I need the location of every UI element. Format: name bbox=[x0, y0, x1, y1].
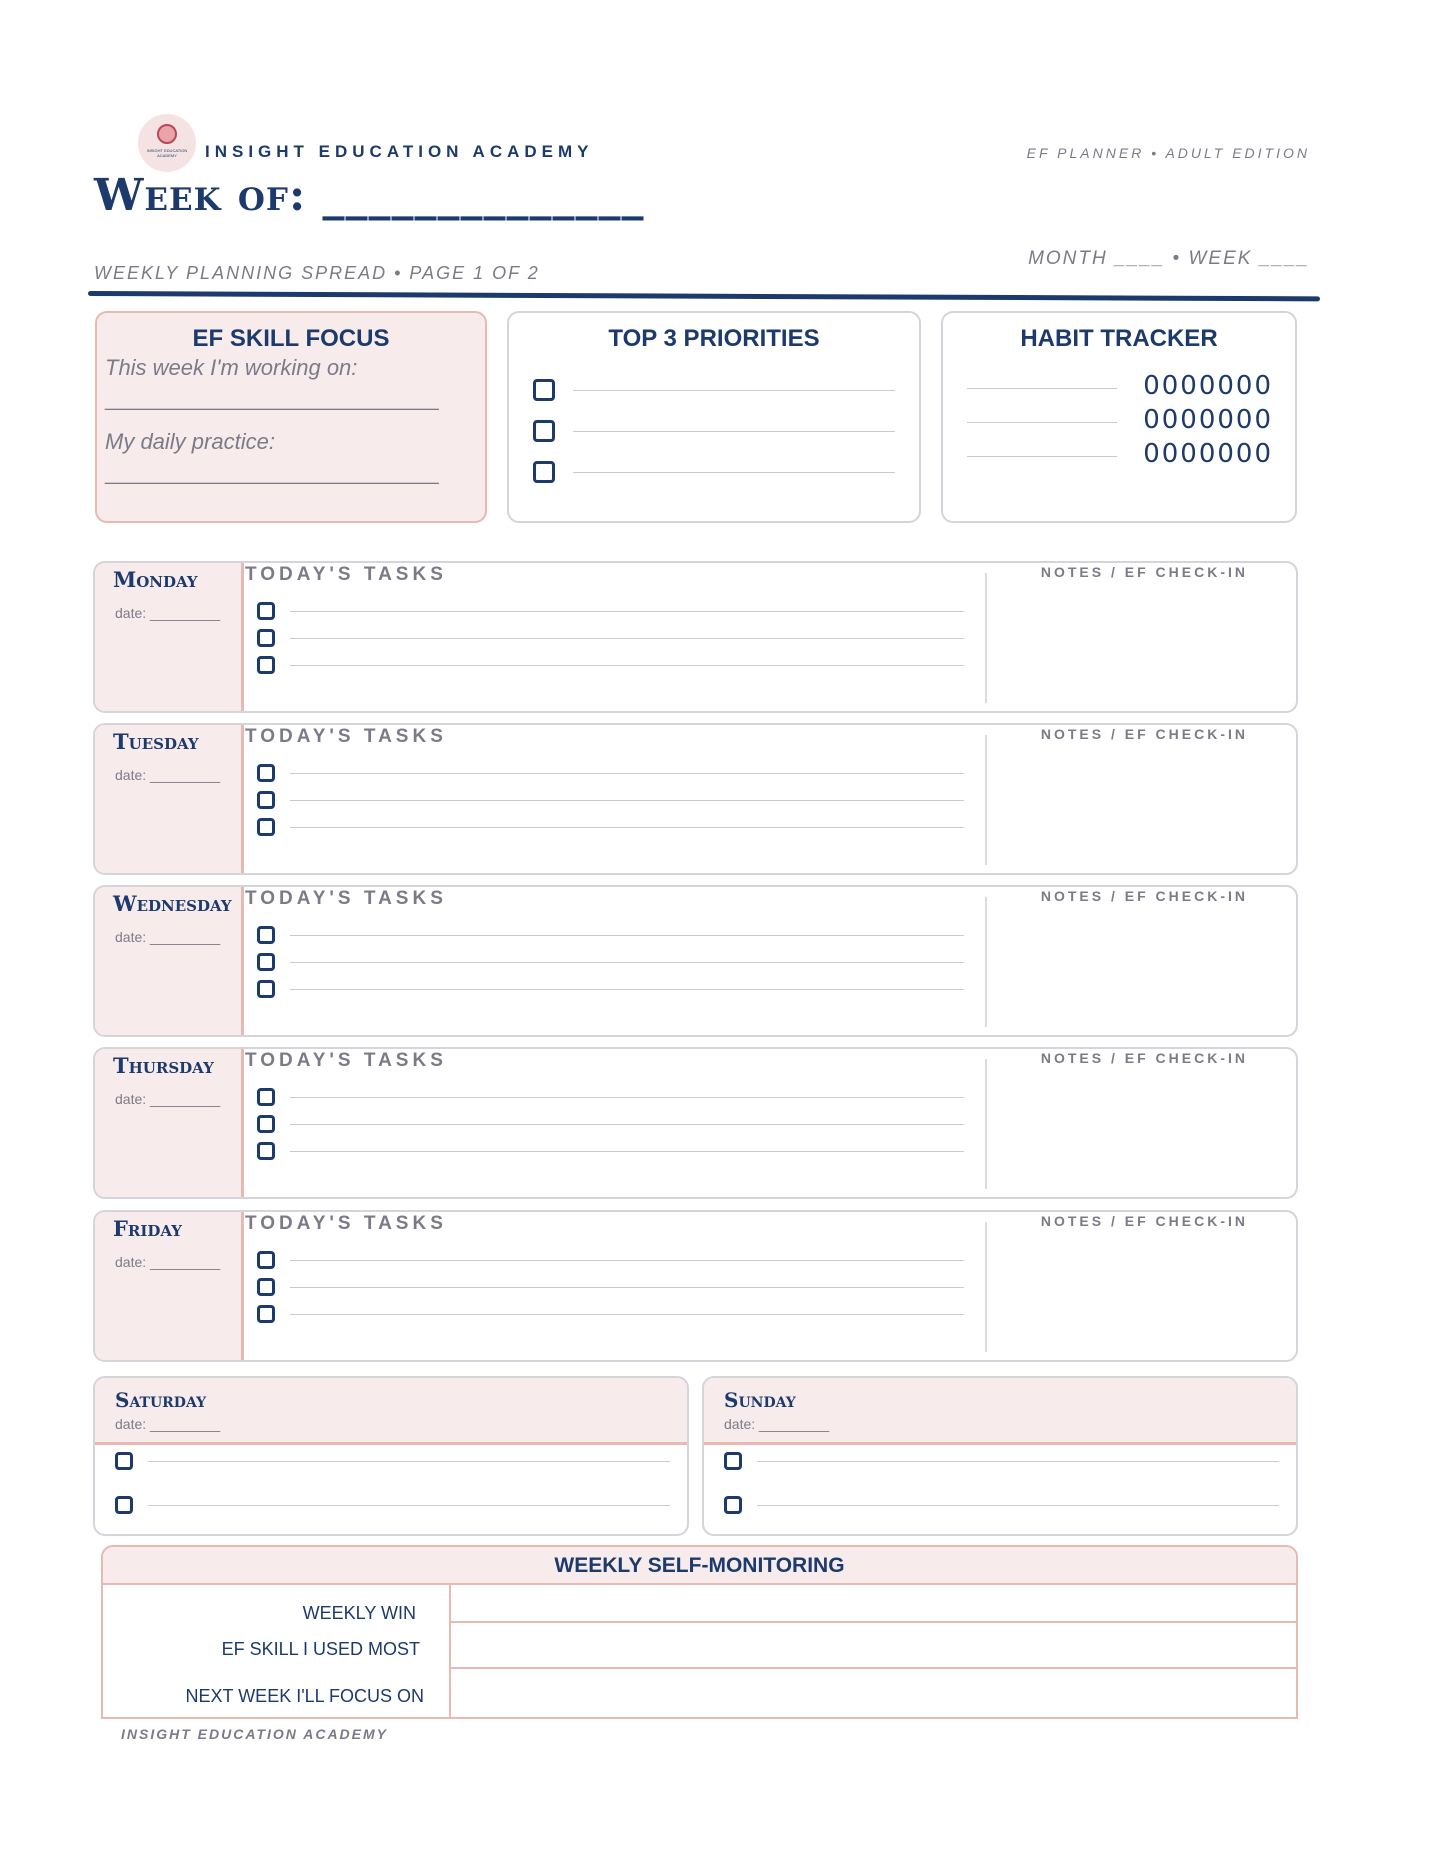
academy-logo bbox=[138, 114, 196, 172]
habit-tracker-title: HABIT TRACKER bbox=[1020, 325, 1218, 352]
tasks-label: TODAY'S TASKS bbox=[245, 1050, 447, 1071]
saturday-box bbox=[93, 1376, 689, 1536]
notes-label: NOTES / EF CHECK-IN bbox=[1040, 1213, 1248, 1229]
task-checkbox[interactable] bbox=[257, 980, 275, 998]
next-week-focus-label: NEXT WEEK I'LL FOCUS ON bbox=[185, 1686, 424, 1706]
logo-text: INSIGHT EDUCATION ACADEMY bbox=[146, 148, 188, 158]
day-row-friday bbox=[93, 1210, 1298, 1362]
priority-line[interactable] bbox=[573, 472, 895, 473]
task-checkbox[interactable] bbox=[257, 1305, 275, 1323]
sunday-box bbox=[702, 1376, 1298, 1536]
day-name: Monday bbox=[113, 567, 198, 592]
notes-divider bbox=[985, 735, 987, 865]
self-monitoring-header bbox=[103, 1547, 1296, 1585]
task-checkbox[interactable] bbox=[115, 1452, 133, 1470]
task-line[interactable] bbox=[290, 1097, 964, 1098]
task-checkbox[interactable] bbox=[257, 656, 275, 674]
task-checkbox[interactable] bbox=[257, 1115, 275, 1133]
ef-skill-used-label: EF SKILL I USED MOST bbox=[221, 1639, 420, 1659]
task-line[interactable] bbox=[290, 827, 964, 828]
task-line[interactable] bbox=[290, 1151, 964, 1152]
day-sidebar bbox=[95, 1212, 244, 1360]
habit-circles[interactable]: 0000000 bbox=[1143, 405, 1273, 435]
edition-label: EF PLANNER • ADULT EDITION bbox=[1026, 145, 1310, 161]
weekend-header bbox=[95, 1378, 687, 1445]
task-checkbox[interactable] bbox=[724, 1452, 742, 1470]
day-date-field[interactable]: date: _________ bbox=[724, 1416, 830, 1432]
notes-label: NOTES / EF CHECK-IN bbox=[1040, 888, 1248, 904]
page-title: Week of: ______________ bbox=[94, 170, 645, 221]
task-line[interactable] bbox=[290, 1287, 964, 1288]
day-date-field[interactable]: date: _________ bbox=[115, 1416, 221, 1432]
task-checkbox[interactable] bbox=[257, 1142, 275, 1160]
tasks-label: TODAY'S TASKS bbox=[245, 726, 447, 747]
ef-skill-focus-box bbox=[95, 311, 487, 523]
day-date-field[interactable]: date: _________ bbox=[115, 1254, 221, 1270]
notes-divider bbox=[985, 1222, 987, 1352]
day-name: Friday bbox=[113, 1216, 182, 1241]
task-line[interactable] bbox=[290, 773, 964, 774]
notes-label: NOTES / EF CHECK-IN bbox=[1040, 726, 1248, 742]
row-divider bbox=[449, 1621, 1296, 1623]
day-date-field[interactable]: date: _________ bbox=[115, 605, 221, 621]
task-line[interactable] bbox=[757, 1505, 1279, 1506]
task-checkbox[interactable] bbox=[257, 1251, 275, 1269]
priority-checkbox[interactable] bbox=[533, 379, 555, 401]
day-sidebar bbox=[95, 887, 244, 1035]
notes-label: NOTES / EF CHECK-IN bbox=[1040, 1050, 1248, 1066]
academy-name: INSIGHT EDUCATION ACADEMY bbox=[205, 142, 594, 161]
month-week-field: MONTH ____ • WEEK ____ bbox=[1028, 248, 1310, 269]
task-checkbox[interactable] bbox=[257, 1278, 275, 1296]
header-divider bbox=[88, 291, 1320, 301]
task-line[interactable] bbox=[757, 1461, 1279, 1462]
habit-name-line[interactable] bbox=[967, 456, 1117, 457]
day-name: Wednesday bbox=[113, 891, 232, 916]
task-checkbox[interactable] bbox=[724, 1496, 742, 1514]
day-name: Tuesday bbox=[113, 729, 199, 754]
priority-line[interactable] bbox=[573, 390, 895, 391]
top-priorities-box bbox=[507, 311, 921, 523]
task-line[interactable] bbox=[290, 935, 964, 936]
task-line[interactable] bbox=[290, 1314, 964, 1315]
working-on-blank[interactable]: ______________________________ bbox=[105, 389, 439, 411]
day-name: Saturday bbox=[115, 1388, 207, 1412]
habit-circles[interactable]: 0000000 bbox=[1143, 371, 1273, 401]
priority-line[interactable] bbox=[573, 431, 895, 432]
task-line[interactable] bbox=[148, 1461, 670, 1462]
task-checkbox[interactable] bbox=[257, 791, 275, 809]
day-sidebar bbox=[95, 725, 244, 873]
weekly-win-label: WEEKLY WIN bbox=[302, 1603, 416, 1623]
daily-practice-blank[interactable]: ______________________________ bbox=[105, 463, 439, 485]
task-checkbox[interactable] bbox=[257, 602, 275, 620]
day-date-field[interactable]: date: _________ bbox=[115, 929, 221, 945]
task-checkbox[interactable] bbox=[115, 1496, 133, 1514]
priority-checkbox[interactable] bbox=[533, 461, 555, 483]
day-name: Thursday bbox=[113, 1053, 214, 1078]
habit-circles[interactable]: 0000000 bbox=[1143, 439, 1273, 469]
task-line[interactable] bbox=[290, 611, 964, 612]
working-on-label: This week I'm working on: bbox=[105, 355, 358, 380]
day-date-field[interactable]: date: _________ bbox=[115, 1091, 221, 1107]
self-monitoring-title: WEEKLY SELF-MONITORING bbox=[554, 1554, 845, 1577]
footer-academy: INSIGHT EDUCATION ACADEMY bbox=[121, 1726, 388, 1742]
priority-checkbox[interactable] bbox=[533, 420, 555, 442]
notes-divider bbox=[985, 573, 987, 703]
habit-name-line[interactable] bbox=[967, 388, 1117, 389]
task-line[interactable] bbox=[148, 1505, 670, 1506]
task-checkbox[interactable] bbox=[257, 629, 275, 647]
task-checkbox[interactable] bbox=[257, 1088, 275, 1106]
day-sidebar bbox=[95, 563, 244, 711]
day-name: Sunday bbox=[724, 1388, 796, 1412]
tasks-label: TODAY'S TASKS bbox=[245, 888, 447, 909]
habit-tracker-box bbox=[941, 311, 1297, 523]
notes-divider bbox=[985, 1059, 987, 1189]
task-checkbox[interactable] bbox=[257, 764, 275, 782]
tasks-label: TODAY'S TASKS bbox=[245, 1213, 447, 1234]
task-line[interactable] bbox=[290, 1260, 964, 1261]
task-line[interactable] bbox=[290, 989, 964, 990]
tasks-label: TODAY'S TASKS bbox=[245, 564, 447, 585]
task-line[interactable] bbox=[290, 638, 964, 639]
self-monitoring-box bbox=[101, 1545, 1298, 1719]
habit-name-line[interactable] bbox=[967, 422, 1117, 423]
spread-subtitle: WEEKLY PLANNING SPREAD • PAGE 1 OF 2 bbox=[94, 263, 540, 283]
task-line[interactable] bbox=[290, 800, 964, 801]
weekend-header bbox=[704, 1378, 1296, 1445]
task-line[interactable] bbox=[290, 962, 964, 963]
day-date-field[interactable]: date: _________ bbox=[115, 767, 221, 783]
day-row-tuesday bbox=[93, 723, 1298, 875]
task-checkbox[interactable] bbox=[257, 953, 275, 971]
day-row-monday bbox=[93, 561, 1298, 713]
task-checkbox[interactable] bbox=[257, 926, 275, 944]
daily-practice-label: My daily practice: bbox=[105, 429, 275, 454]
day-row-thursday bbox=[93, 1047, 1298, 1199]
notes-divider bbox=[985, 897, 987, 1027]
row-divider bbox=[449, 1667, 1296, 1669]
priorities-title: TOP 3 PRIORITIES bbox=[608, 325, 820, 352]
tree-icon bbox=[157, 124, 177, 144]
self-monitoring-column-divider bbox=[449, 1583, 451, 1717]
ef-skill-title: EF SKILL FOCUS bbox=[192, 325, 390, 352]
notes-label: NOTES / EF CHECK-IN bbox=[1040, 564, 1248, 580]
day-row-wednesday bbox=[93, 885, 1298, 1037]
task-checkbox[interactable] bbox=[257, 818, 275, 836]
task-line[interactable] bbox=[290, 665, 964, 666]
task-line[interactable] bbox=[290, 1124, 964, 1125]
day-sidebar bbox=[95, 1049, 244, 1197]
